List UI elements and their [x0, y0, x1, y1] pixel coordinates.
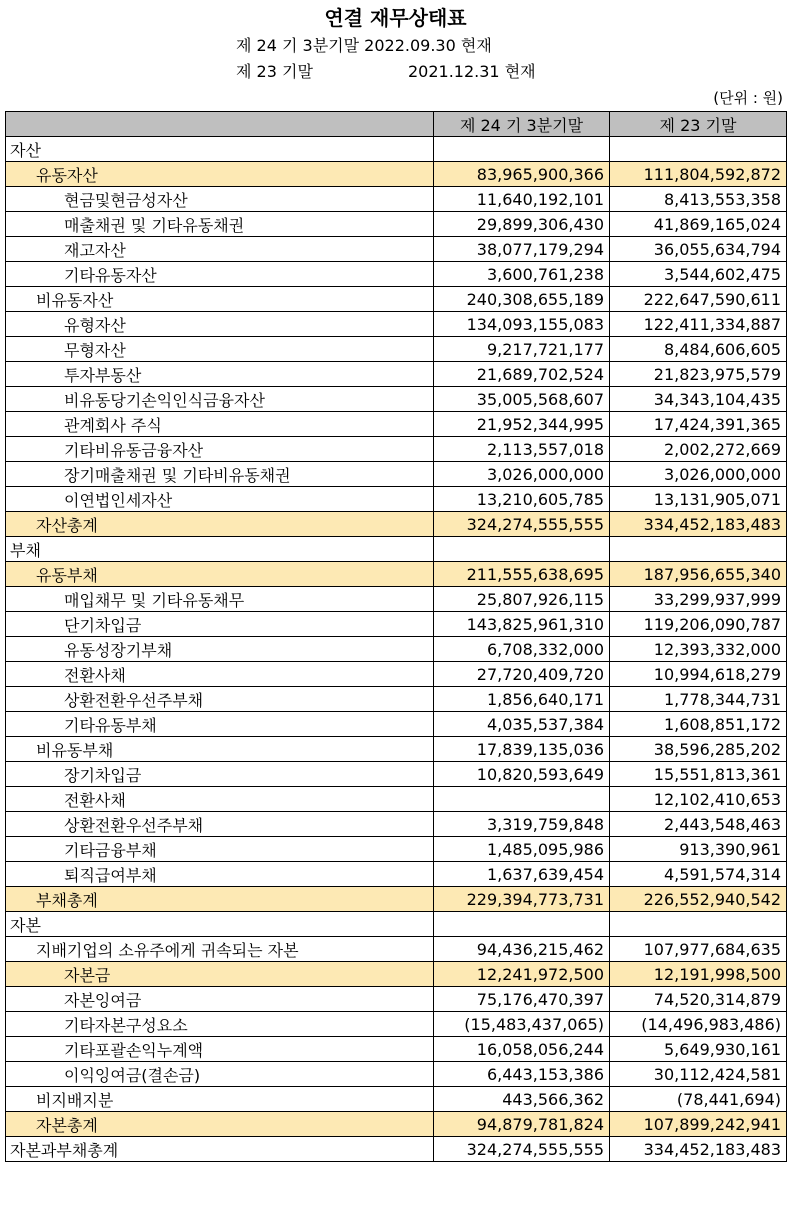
account-name-cell: 단기차입금: [6, 612, 434, 637]
statement-title: 연결 재무상태표: [324, 6, 467, 30]
current-period-value: 9,217,721,177: [434, 337, 610, 362]
account-name-cell: 재고자산: [6, 237, 434, 262]
table-row: [6, 837, 787, 862]
account-name-cell: 유동성장기부채: [6, 637, 434, 662]
account-name-cell: 자본잉여금: [6, 987, 434, 1012]
prior-period-value: 34,343,104,435: [610, 387, 787, 412]
column-header-account: [6, 112, 434, 137]
prior-period-value: 38,596,285,202: [610, 737, 787, 762]
account-name-cell: 자산: [6, 137, 434, 162]
account-name-cell: 자본: [6, 912, 434, 937]
statement-header: [0, 0, 791, 111]
current-period-value: 229,394,773,731: [434, 887, 610, 912]
current-period-value: 94,879,781,824: [434, 1112, 610, 1137]
table-row: [6, 337, 787, 362]
prior-period-value: 107,899,242,941: [610, 1112, 787, 1137]
current-period-value: 1,637,639,454: [434, 862, 610, 887]
account-name-cell: 관계회사 주식: [6, 412, 434, 437]
table-row: [6, 512, 787, 537]
table-row: [6, 212, 787, 237]
prior-period-value: 2,002,272,669: [610, 437, 787, 462]
current-period-value: 2,113,557,018: [434, 437, 610, 462]
table-row: [6, 262, 787, 287]
prior-period-value: [610, 912, 787, 937]
prior-period-value: 4,591,574,314: [610, 862, 787, 887]
account-name-cell: 지배기업의 소유주에게 귀속되는 자본: [6, 937, 434, 962]
account-name-cell: 비유동자산: [6, 287, 434, 312]
prior-period-value: 74,520,314,879: [610, 987, 787, 1012]
table-row: [6, 312, 787, 337]
prior-period-value: 334,452,183,483: [610, 512, 787, 537]
current-period-value: 143,825,961,310: [434, 612, 610, 637]
prior-period-value: 122,411,334,887: [610, 312, 787, 337]
table-row: [6, 962, 787, 987]
table-row: [6, 862, 787, 887]
prior-period-value: 8,413,553,358: [610, 187, 787, 212]
account-name-cell: 비유동당기손익인식금융자산: [6, 387, 434, 412]
table-row: [6, 487, 787, 512]
table-row: [6, 162, 787, 187]
account-name-cell: 이연법인세자산: [6, 487, 434, 512]
prior-period-value: 10,994,618,279: [610, 662, 787, 687]
account-name-cell: 자본금: [6, 962, 434, 987]
prior-period-value: 1,778,344,731: [610, 687, 787, 712]
account-name-cell: 유형자산: [6, 312, 434, 337]
account-name-cell: 투자부동산: [6, 362, 434, 387]
table-row: [6, 137, 787, 162]
prior-period-value: 2,443,548,463: [610, 812, 787, 837]
prior-period-value: 36,055,634,794: [610, 237, 787, 262]
prior-period-value: 30,112,424,581: [610, 1062, 787, 1087]
account-name-cell: 자본과부채총계: [6, 1137, 434, 1162]
table-row: [6, 437, 787, 462]
prior-period-value: (78,441,694): [610, 1087, 787, 1112]
prior-period-value: 8,484,606,605: [610, 337, 787, 362]
current-period-value: 3,026,000,000: [434, 462, 610, 487]
table-row: [6, 412, 787, 437]
table-row: [6, 737, 787, 762]
prior-period-value: 41,869,165,024: [610, 212, 787, 237]
current-period-value: 12,241,972,500: [434, 962, 610, 987]
table-row: [6, 237, 787, 262]
prior-period-value: [610, 537, 787, 562]
account-name-cell: 부채: [6, 537, 434, 562]
current-period-value: 324,274,555,555: [434, 1137, 610, 1162]
table-row: [6, 287, 787, 312]
current-period-value: [434, 537, 610, 562]
account-name-cell: 장기차입금: [6, 762, 434, 787]
account-name-cell: 전환사채: [6, 662, 434, 687]
prior-period-value: 3,544,602,475: [610, 262, 787, 287]
current-period-value: 21,952,344,995: [434, 412, 610, 437]
prior-period-value: 15,551,813,361: [610, 762, 787, 787]
table-row: [6, 937, 787, 962]
current-period-value: 35,005,568,607: [434, 387, 610, 412]
table-header-row: [6, 112, 787, 137]
table-row: [6, 1037, 787, 1062]
account-name-cell: 무형자산: [6, 337, 434, 362]
current-period-value: 13,210,605,785: [434, 487, 610, 512]
balance-sheet-table: [5, 111, 787, 1162]
account-name-cell: 전환사채: [6, 787, 434, 812]
table-row: [6, 462, 787, 487]
prior-period-value: [610, 137, 787, 162]
prior-period-value: 12,102,410,653: [610, 787, 787, 812]
unit-label: (단위 : 원): [713, 89, 783, 107]
table-row: [6, 637, 787, 662]
prior-period-value: 107,977,684,635: [610, 937, 787, 962]
table-row: [6, 1137, 787, 1162]
prior-period-value: 17,424,391,365: [610, 412, 787, 437]
prior-period-value: 226,552,940,542: [610, 887, 787, 912]
prior-period-label: 제 23 기말: [236, 62, 313, 81]
prior-period-value: 3,026,000,000: [610, 462, 787, 487]
account-name-cell: 매입채무 및 기타유동채무: [6, 587, 434, 612]
table-row: [6, 1112, 787, 1137]
current-period-value: 240,308,655,189: [434, 287, 610, 312]
table-row: [6, 1087, 787, 1112]
table-row: [6, 187, 787, 212]
account-name-cell: 기타유동부채: [6, 712, 434, 737]
account-name-cell: 기타자본구성요소: [6, 1012, 434, 1037]
prior-period-value: 21,823,975,579: [610, 362, 787, 387]
prior-period-value: 13,131,905,071: [610, 487, 787, 512]
table-row: [6, 1012, 787, 1037]
current-period-value: [434, 912, 610, 937]
account-name-cell: 자본총계: [6, 1112, 434, 1137]
current-period-value: 25,807,926,115: [434, 587, 610, 612]
table-row: [6, 612, 787, 637]
table-row: [6, 537, 787, 562]
prior-period-value: (14,496,983,486): [610, 1012, 787, 1037]
current-period-value: 38,077,179,294: [434, 237, 610, 262]
current-period-label: 제 24 기 3분기말 2022.09.30 현재: [236, 36, 492, 55]
account-name-cell: 유동자산: [6, 162, 434, 187]
current-period-value: 17,839,135,036: [434, 737, 610, 762]
account-name-cell: 장기매출채권 및 기타비유동채권: [6, 462, 434, 487]
prior-period-value: 5,649,930,161: [610, 1037, 787, 1062]
account-name-cell: 이익잉여금(결손금): [6, 1062, 434, 1087]
table-row: [6, 1062, 787, 1087]
table-row: [6, 587, 787, 612]
table-row: [6, 762, 787, 787]
current-period-value: 3,319,759,848: [434, 812, 610, 837]
current-period-value: 83,965,900,366: [434, 162, 610, 187]
table-row: [6, 387, 787, 412]
account-name-cell: 매출채권 및 기타유동채권: [6, 212, 434, 237]
prior-period-value: 111,804,592,872: [610, 162, 787, 187]
account-name-cell: 기타금융부채: [6, 837, 434, 862]
current-period-value: 211,555,638,695: [434, 562, 610, 587]
table-row: [6, 912, 787, 937]
account-name-cell: 부채총계: [6, 887, 434, 912]
account-name-cell: 기타포괄손익누계액: [6, 1037, 434, 1062]
current-period-value: 10,820,593,649: [434, 762, 610, 787]
prior-period-value: 33,299,937,999: [610, 587, 787, 612]
current-period-value: 29,899,306,430: [434, 212, 610, 237]
current-period-value: [434, 787, 610, 812]
prior-period-value: 119,206,090,787: [610, 612, 787, 637]
current-period-value: 75,176,470,397: [434, 987, 610, 1012]
current-period-value: 94,436,215,462: [434, 937, 610, 962]
prior-period-value: 12,191,998,500: [610, 962, 787, 987]
prior-period-value: 187,956,655,340: [610, 562, 787, 587]
prior-period-date: 2021.12.31 현재: [408, 62, 536, 81]
prior-period-value: 1,608,851,172: [610, 712, 787, 737]
current-period-value: 16,058,056,244: [434, 1037, 610, 1062]
table-row: [6, 887, 787, 912]
table-row: [6, 787, 787, 812]
current-period-value: 3,600,761,238: [434, 262, 610, 287]
current-period-value: 1,485,095,986: [434, 837, 610, 862]
prior-period-value: 222,647,590,611: [610, 287, 787, 312]
table-row: [6, 662, 787, 687]
current-period-value: 443,566,362: [434, 1087, 610, 1112]
prior-period-value: 334,452,183,483: [610, 1137, 787, 1162]
table-row: [6, 362, 787, 387]
prior-period-value: 12,393,332,000: [610, 637, 787, 662]
account-name-cell: 현금및현금성자산: [6, 187, 434, 212]
account-name-cell: 자산총계: [6, 512, 434, 537]
account-name-cell: 비지배지분: [6, 1087, 434, 1112]
current-period-value: 6,708,332,000: [434, 637, 610, 662]
current-period-value: [434, 137, 610, 162]
account-name-cell: 비유동부채: [6, 737, 434, 762]
account-name-cell: 기타비유동금융자산: [6, 437, 434, 462]
table-row: [6, 812, 787, 837]
column-header-current: 제 24 기 3분기말: [434, 112, 610, 137]
account-name-cell: 퇴직급여부채: [6, 862, 434, 887]
column-header-prior: 제 23 기말: [610, 112, 787, 137]
table-row: [6, 987, 787, 1012]
current-period-value: 4,035,537,384: [434, 712, 610, 737]
account-name-cell: 기타유동자산: [6, 262, 434, 287]
account-name-cell: 유동부채: [6, 562, 434, 587]
current-period-value: (15,483,437,065): [434, 1012, 610, 1037]
current-period-value: 27,720,409,720: [434, 662, 610, 687]
table-row: [6, 687, 787, 712]
current-period-value: 134,093,155,083: [434, 312, 610, 337]
table-row: [6, 712, 787, 737]
current-period-value: 11,640,192,101: [434, 187, 610, 212]
account-name-cell: 상환전환우선주부채: [6, 687, 434, 712]
current-period-value: 1,856,640,171: [434, 687, 610, 712]
current-period-value: 6,443,153,386: [434, 1062, 610, 1087]
current-period-value: 324,274,555,555: [434, 512, 610, 537]
account-name-cell: 상환전환우선주부채: [6, 812, 434, 837]
current-period-value: 21,689,702,524: [434, 362, 610, 387]
prior-period-value: 913,390,961: [610, 837, 787, 862]
table-row: [6, 562, 787, 587]
